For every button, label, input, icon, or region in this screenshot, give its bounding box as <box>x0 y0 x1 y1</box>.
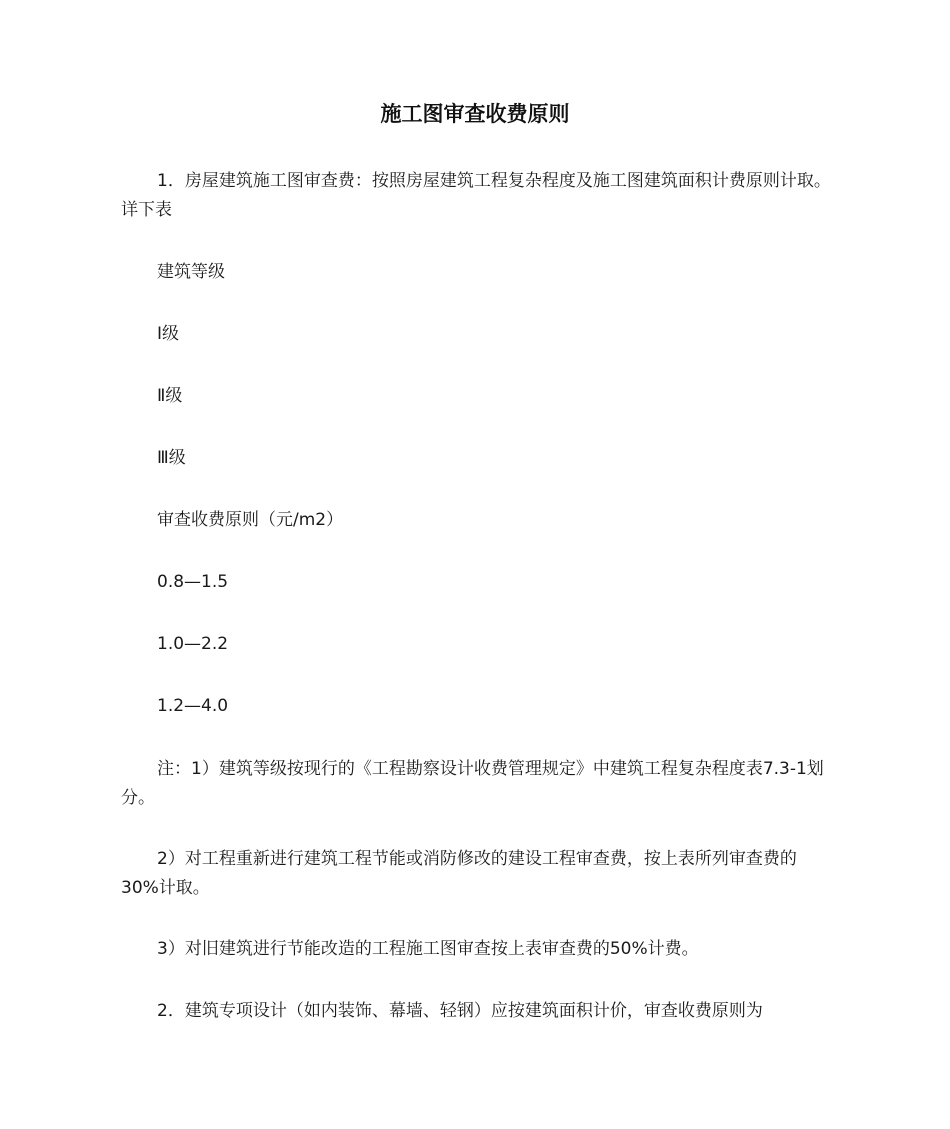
document-title: 施工图审查收费原则 <box>380 102 570 126</box>
paragraph-2: 2．建筑专项设计（如内装饰、幕墙、轻钢）应按建筑面积计价，审查收费原则为 <box>157 1001 763 1021</box>
fee-1: 0.8—1.5 <box>157 572 229 592</box>
table-header-grade: 建筑等级 <box>157 262 225 282</box>
note-3: 3）对旧建筑进行节能改造的工程施工图审查按上表审查费的50%计费。 <box>157 939 699 959</box>
fee-3: 1.2—4.0 <box>157 696 229 716</box>
note-1: 注：1）建筑等级按现行的《工程勘察设计收费管理规定》中建筑工程复杂程度表7.3-1划分。 <box>121 759 824 808</box>
paragraph-1: 1．房屋建筑施工图审查费：按照房屋建筑工程复杂程度及施工图建筑面积计费原则计取。详下表 <box>121 171 831 220</box>
note-2: 2）对工程重新进行建筑工程节能或消防修改的建设工程审查费，按上表所列审查费的30%计取。 <box>121 849 797 898</box>
table-header-fee: 审查收费原则（元/m2） <box>157 510 344 530</box>
grade-1: Ⅰ级 <box>157 324 180 344</box>
grade-3: Ⅲ级 <box>157 448 186 468</box>
grade-2: Ⅱ级 <box>157 386 183 406</box>
fee-2: 1.0—2.2 <box>157 634 229 654</box>
